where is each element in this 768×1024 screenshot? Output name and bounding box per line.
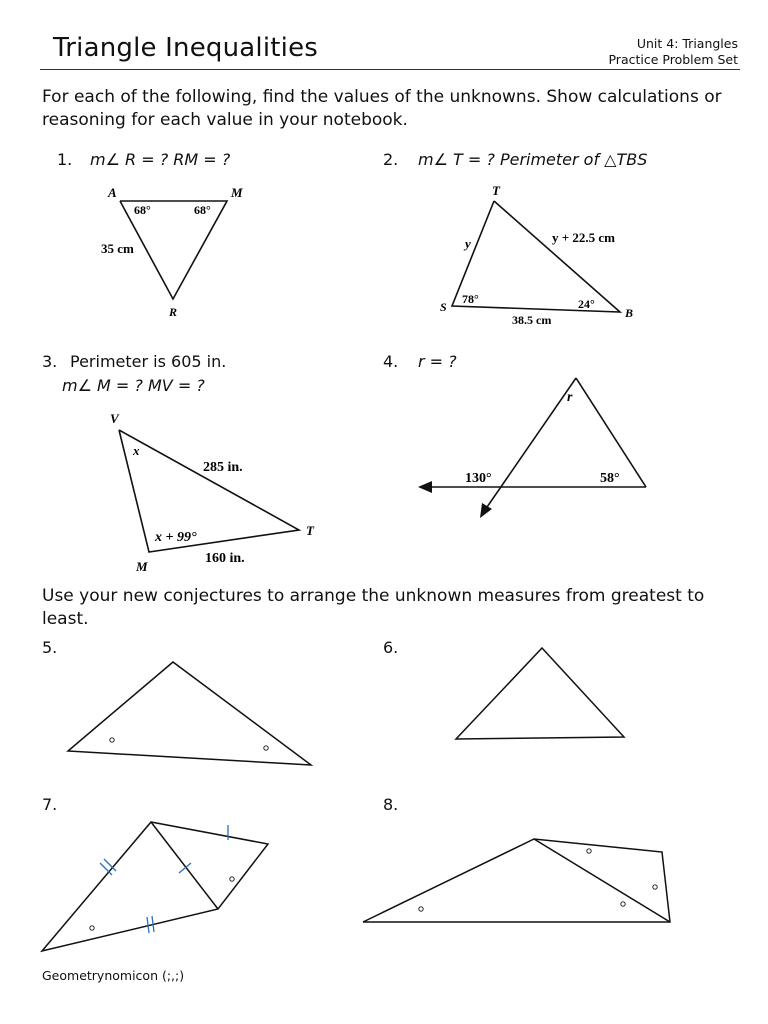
angle-r-label: r bbox=[567, 390, 573, 405]
angle-marker-2 bbox=[230, 877, 234, 881]
side-am-label: 35 cm bbox=[101, 241, 134, 256]
problem-1-figure bbox=[90, 180, 260, 320]
problem-4-figure bbox=[410, 370, 660, 525]
problem-6-figure bbox=[450, 640, 630, 745]
angle-marker-right bbox=[264, 746, 268, 750]
unit-line-1: Unit 4: Triangles bbox=[636, 36, 738, 51]
problem-7-number: 7. bbox=[42, 795, 58, 814]
side-sb-label: 38.5 cm bbox=[512, 313, 552, 327]
problem-3-figure bbox=[100, 405, 330, 580]
vertex-a-label: A bbox=[108, 185, 117, 200]
angle-m-label: x + 99° bbox=[155, 530, 197, 545]
instructions: For each of the following, find the values of the unknowns. Show calculations or reasoning for each value in your notebook. bbox=[42, 87, 722, 130]
problem-5-figure bbox=[60, 655, 320, 770]
header-rule bbox=[40, 69, 740, 70]
angle-marker-4 bbox=[653, 885, 657, 889]
problem-2-figure bbox=[430, 180, 650, 330]
quadrilateral-7 bbox=[42, 822, 268, 951]
angle-marker-2 bbox=[587, 849, 591, 853]
side-ts-label: y bbox=[465, 236, 471, 251]
problem-3-text-1: Perimeter is 605 in. bbox=[70, 352, 227, 371]
triangle-6 bbox=[456, 648, 624, 739]
angle-marker-left bbox=[110, 738, 114, 742]
section-2-instructions: Use your new conjectures to arrange the unknown measures from greatest to least. bbox=[42, 586, 705, 629]
angle-marker-1 bbox=[90, 926, 94, 930]
unit-label bbox=[608, 36, 738, 68]
vertex-s-label: S bbox=[440, 300, 447, 314]
problem-1-number: 1. bbox=[57, 150, 73, 169]
angle-b-label: 24° bbox=[578, 297, 595, 311]
vertex-t-label: T bbox=[492, 183, 500, 198]
problem-6-number: 6. bbox=[383, 638, 399, 657]
problem-4-number: 4. bbox=[383, 352, 399, 371]
exterior-angle-label: 130° bbox=[465, 471, 492, 486]
interior-angle-label: 58° bbox=[600, 471, 620, 486]
problem-4-question: r = ? bbox=[418, 352, 457, 371]
triangle-vmt bbox=[119, 430, 299, 552]
problem-2-question: m∠ T = ? Perimeter of △TBS bbox=[418, 150, 648, 169]
vertex-m-label: M bbox=[136, 559, 148, 574]
side-vt-label: 285 in. bbox=[203, 460, 243, 475]
vertex-t-label: T bbox=[306, 523, 314, 538]
side-mt-label: 160 in. bbox=[205, 551, 245, 566]
vertex-m-label: M bbox=[231, 185, 243, 200]
angle-marker-1 bbox=[419, 907, 423, 911]
footer: Geometrynomicon (;,;) bbox=[42, 968, 185, 983]
page-title: Triangle Inequalities bbox=[53, 33, 319, 63]
problem-3-number: 3. bbox=[42, 352, 58, 371]
arrowhead-down bbox=[480, 503, 492, 518]
vertex-r-label: R bbox=[169, 305, 178, 319]
angle-a-label: 68° bbox=[134, 203, 151, 217]
vertex-v-label: V bbox=[110, 411, 119, 426]
arrowhead-left bbox=[418, 481, 432, 493]
quadrilateral-8 bbox=[363, 839, 670, 922]
angle-marker-3 bbox=[621, 902, 625, 906]
angle-v-label: x bbox=[133, 443, 140, 458]
problem-7-figure bbox=[35, 815, 275, 955]
problem-8-number: 8. bbox=[383, 795, 399, 814]
diagonal-7 bbox=[151, 822, 218, 909]
triangle-5 bbox=[68, 662, 311, 765]
problem-8-figure bbox=[355, 830, 680, 930]
vertex-b-label: B bbox=[625, 306, 634, 320]
tick-marks bbox=[100, 825, 228, 933]
unit-line-2: Practice Problem Set bbox=[608, 52, 738, 67]
angle-m-label: 68° bbox=[194, 203, 211, 217]
side-tb-label: y + 22.5 cm bbox=[552, 230, 616, 245]
left-side-ray bbox=[485, 378, 576, 510]
angle-s-label: 78° bbox=[462, 292, 479, 306]
problem-3-question: m∠ M = ? MV = ? bbox=[62, 376, 205, 395]
problem-1-question: m∠ R = ? RM = ? bbox=[90, 150, 231, 169]
problem-2-number: 2. bbox=[383, 150, 399, 169]
problem-5-number: 5. bbox=[42, 638, 58, 657]
